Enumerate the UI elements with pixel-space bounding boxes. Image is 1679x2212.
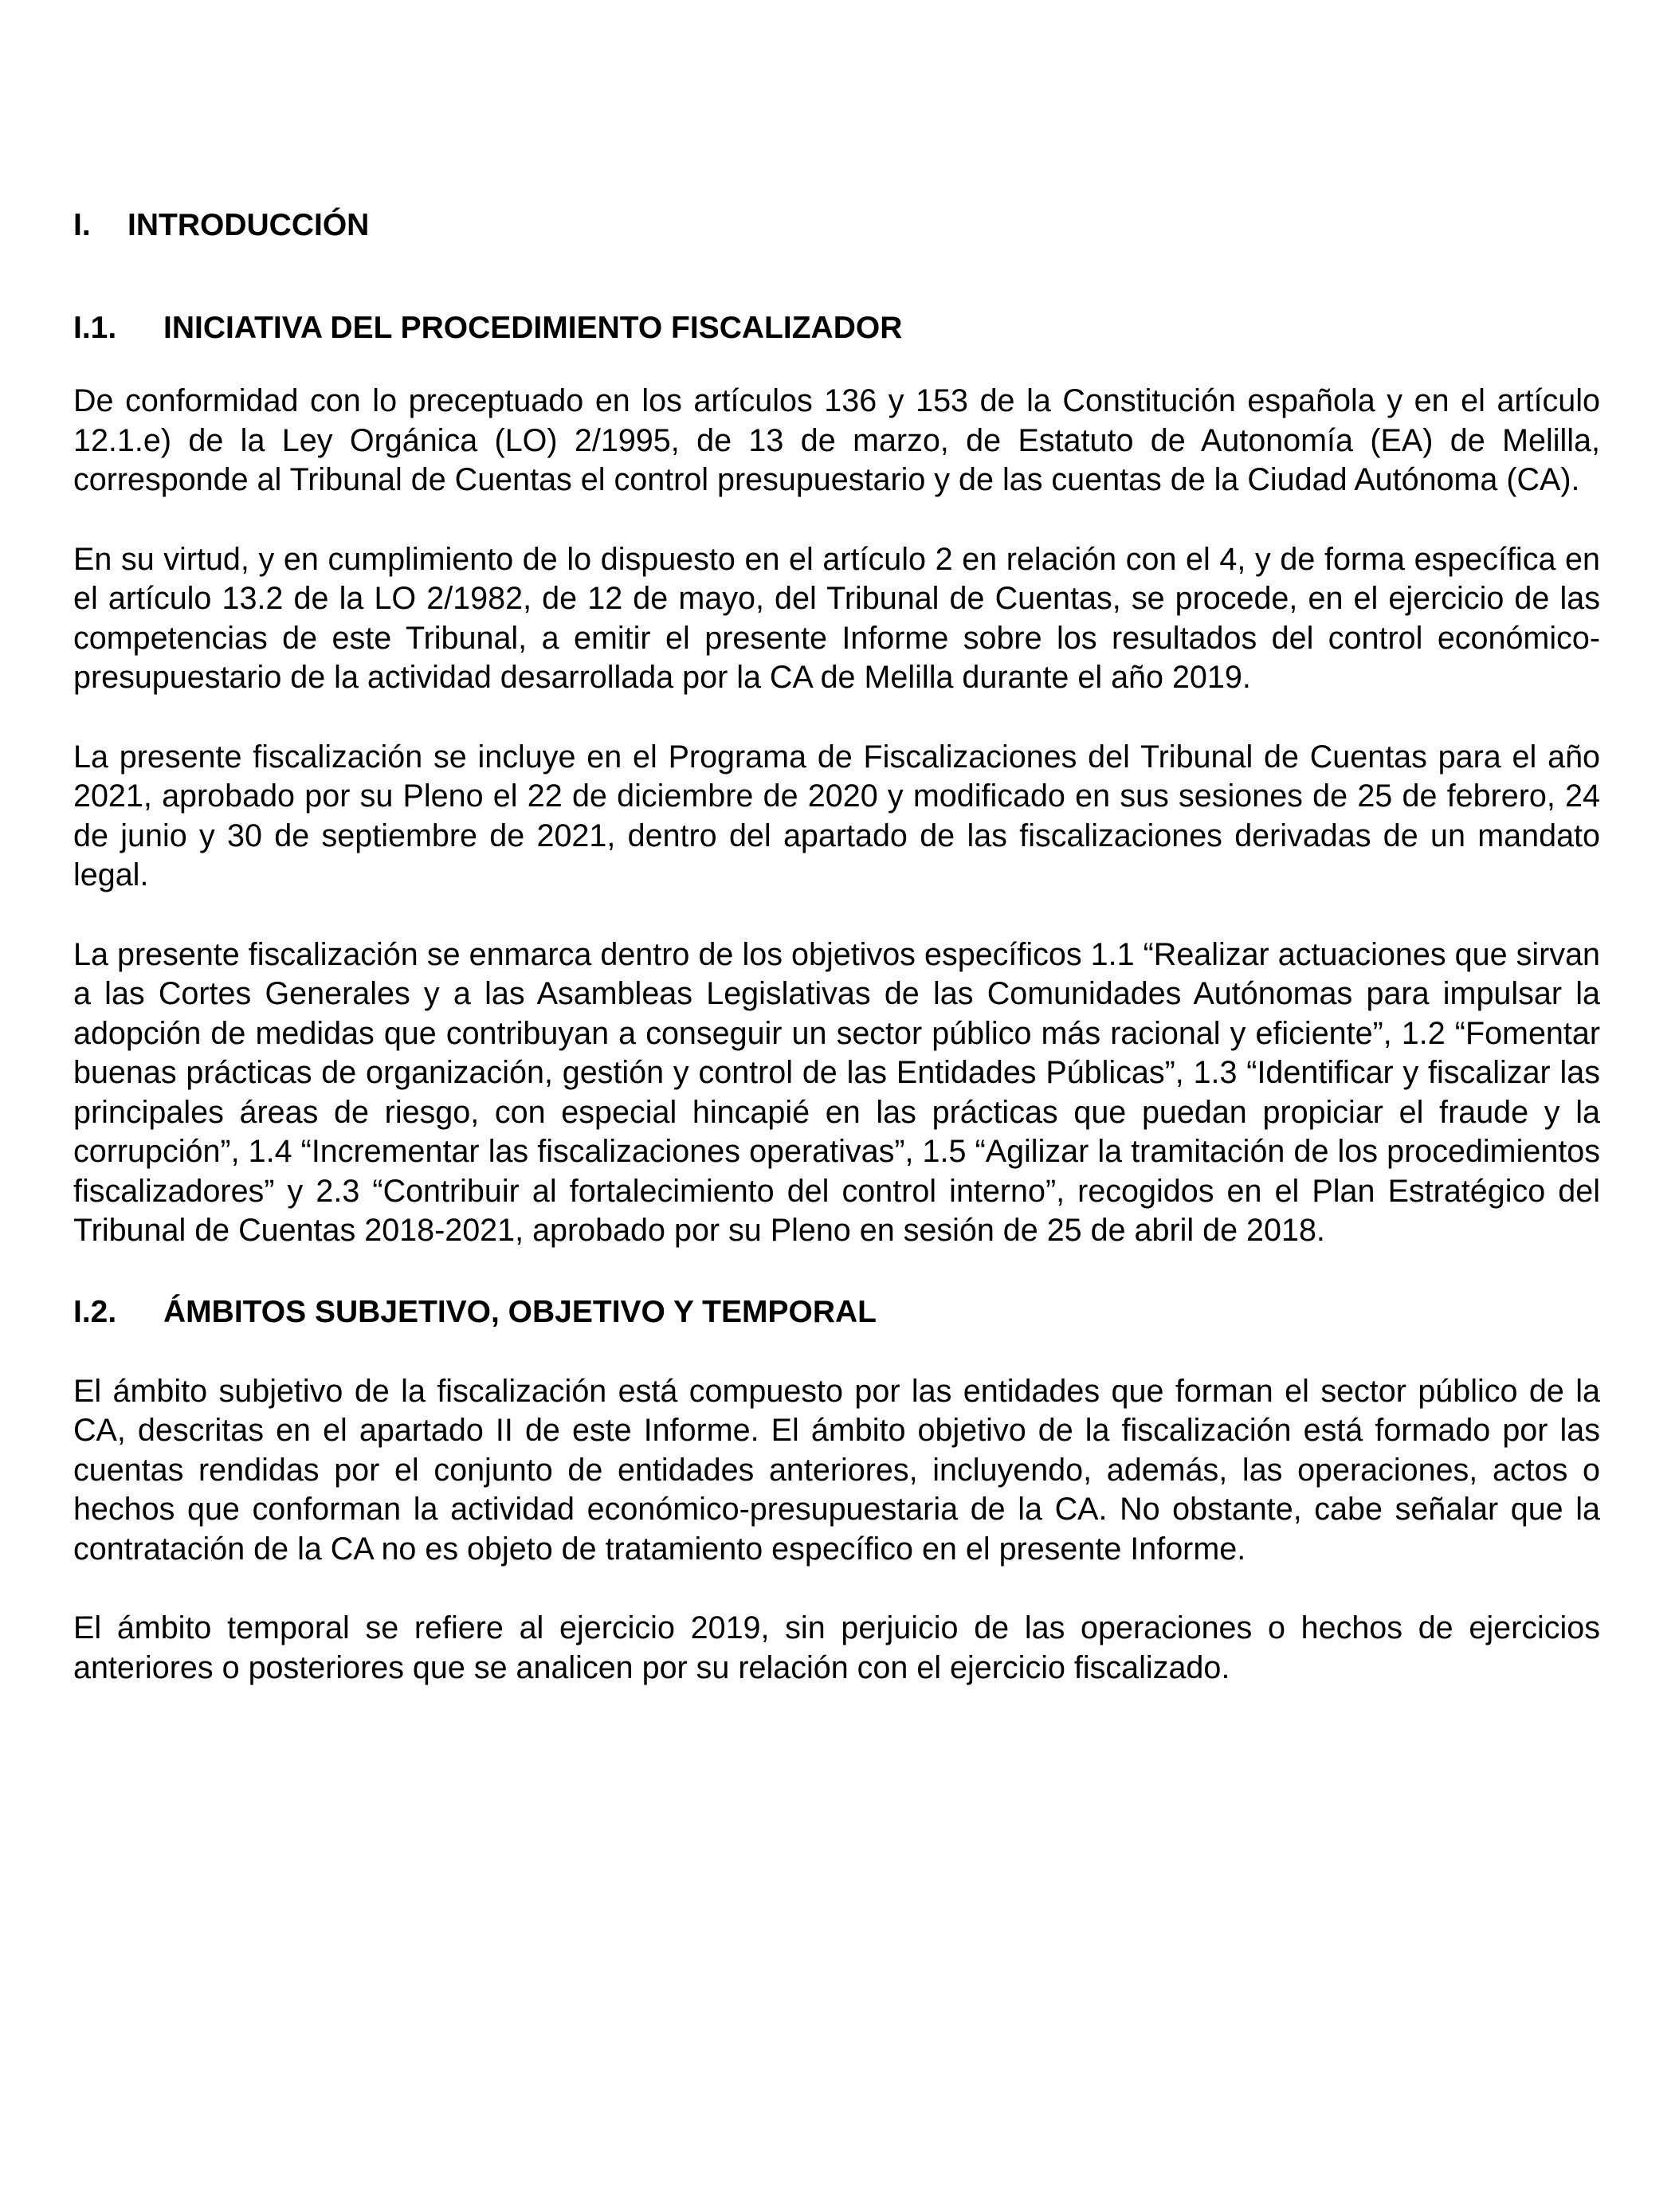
section-title: INTRODUCCIÓN <box>127 208 370 242</box>
paragraph: La presente fiscalización se incluye en el Programa de Fiscalizaciones del Tribunal de Cuentas para el año 2021, aprobado por su Pleno el 22 de diciembre de 2020 y modificado en sus sesiones de 25 de febrero, 24 de junio y 30 de septiembre de 2021, dentro del apartado de las fiscalizaciones derivadas de un mandato legal. <box>73 739 1600 892</box>
document-page <box>73 206 1600 1728</box>
subsection-number: I.2. <box>73 1294 117 1329</box>
paragraph: En su virtud, y en cumplimiento de lo dispuesto en el artículo 2 en relación con el 4, y de forma específica en el artículo 13.2 de la LO 2/1982, de 12 de mayo, del Tribunal de Cuentas, se procede, en el ejercicio de las competencias de este Tribunal, a emitir el presente Informe sobre los resultados del control económico-presupuestario de la actividad desarrollada por la CA de Melilla durante el año 2019. <box>73 541 1600 695</box>
subsection-title: ÁMBITOS SUBJETIVO, OBJETIVO Y TEMPORAL <box>163 1294 877 1329</box>
paragraph: El ámbito subjetivo de la fiscalización está compuesto por las entidades que forman el sector público de la CA, descritas en el apartado II de este Informe. El ámbito objetivo de la fiscalización está formado por las cuentas rendidas por el conjunto de entidades anteriores, incluyendo, además, las operaciones, actos o hechos que conforman la actividad económico-presupuestaria de la CA. No obstante, cabe señalar que la contratación de la CA no es objeto de tratamiento específico en el presente Informe. <box>73 1373 1600 1567</box>
subsection-heading-2 <box>73 1292 1600 1332</box>
subsection-title: INICIATIVA DEL PROCEDIMIENTO FISCALIZADOR <box>163 311 903 345</box>
paragraph: El ámbito temporal se refiere al ejercicio 2019, sin perjuicio de las operaciones o hechos de ejercicios anteriores o posteriores que se analicen por su relación con el ejercicio fiscalizado. <box>73 1610 1600 1685</box>
subsection-heading-1 <box>73 308 1600 348</box>
section-heading <box>73 206 1600 245</box>
subsection-number: I.1. <box>73 311 117 345</box>
paragraph: De conformidad con lo preceptuado en los artículos 136 y 153 de la Constitución española y en el artículo 12.1.e) de la Ley Orgánica (LO) 2/1995, de 13 de marzo, de Estatuto de Autonomía (EA) de Melilla, corresponde al Tribunal de Cuentas el control presupuestario y de las cuentas de la Ciudad Autónoma (CA). <box>73 383 1600 497</box>
section-number: I. <box>73 208 91 242</box>
paragraph: La presente fiscalización se enmarca dentro de los objetivos específicos 1.1 “Realizar actuaciones que sirvan a las Cortes Generales y a las Asambleas Legislativas de las Comunidades Autónomas para impulsar la adopción de medidas que contribuyan a conseguir un sector público más racional y eficiente”, 1.2 “Fomentar buenas prácticas de organización, gestión y control de las Entidades Públicas”, 1.3 “Identificar y fiscalizar las principales áreas de riesgo, con especial hincapié en las prácticas que puedan propiciar el fraude y la corrupción”, 1.4 “Incrementar las fiscalizaciones operativas”, 1.5 “Agilizar la tramitación de los procedimientos fiscalizadores” y 2.3 “Contribuir al fortalecimiento del control interno”, recogidos en el Plan Estratégico del Tribunal de Cuentas 2018-2021, aprobado por su Pleno en sesión de 25 de abril de 2018. <box>73 936 1600 1248</box>
